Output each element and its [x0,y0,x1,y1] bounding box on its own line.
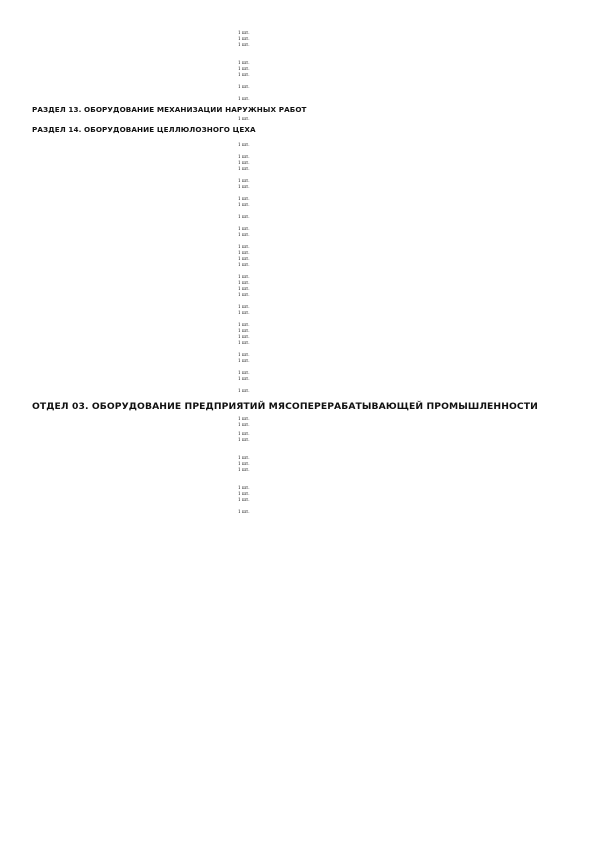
table-row [32,60,573,65]
table-row [32,473,573,478]
table-row [32,449,573,454]
department-heading [32,401,573,412]
unit-of-measure: 1 шт. [238,334,250,339]
unit-of-measure: 1 шт. [238,280,250,285]
unit-of-measure: 1 шт. [238,36,250,41]
table-row [32,455,573,460]
table-row [32,376,573,381]
table-row [32,214,573,219]
table-row [32,220,573,225]
unit-of-measure: 1 шт. [238,509,250,514]
table-row [32,24,573,29]
unit-of-measure: 1 шт. [238,286,250,291]
table-row [32,443,573,448]
unit-of-measure: 1 шт. [238,226,250,231]
table-row [32,503,573,508]
unit-of-measure: 1 шт. [238,322,250,327]
table-row [32,84,573,89]
unit-of-measure: 1 шт. [238,274,250,279]
table-row [32,238,573,243]
table-row [32,196,573,201]
table-row [32,358,573,363]
table-row [32,364,573,369]
unit-of-measure: 1 шт. [238,250,250,255]
table-row [32,160,573,165]
unit-of-measure: 1 шт. [238,455,250,460]
unit-of-measure: 1 шт. [238,437,250,442]
section-title: РАЗДЕЛ 13. ОБОРУДОВАНИЕ МЕХАНИЗАЦИИ НАРУЖНЫХ РАБОТ [32,105,307,114]
unit-of-measure: 1 шт. [238,178,250,183]
table-row [32,304,573,309]
table-row [32,310,573,315]
unit-of-measure: 1 шт. [238,388,250,393]
table-row [32,416,573,421]
unit-of-measure: 1 шт. [238,292,250,297]
table-row [32,262,573,267]
table-row [32,334,573,339]
table-row [32,90,573,95]
table-row [32,370,573,375]
unit-of-measure: 1 шт. [238,256,250,261]
table-row [32,244,573,249]
table-row [32,66,573,71]
table-row [32,328,573,333]
unit-of-measure: 1 шт. [238,485,250,490]
unit-of-measure: 1 шт. [238,60,250,65]
unit-of-measure: 1 шт. [238,416,250,421]
table-row [32,250,573,255]
unit-of-measure: 1 шт. [238,166,250,171]
table-row [32,346,573,351]
unit-of-measure: 1 шт. [238,232,250,237]
table-row [32,322,573,327]
table-row [32,184,573,189]
table-row [32,232,573,237]
table-row [32,298,573,303]
table-row [32,166,573,171]
table-row [32,509,573,514]
section-heading [32,125,573,134]
table-row [32,226,573,231]
table-row [32,388,573,393]
table-row [32,292,573,297]
unit-of-measure: 1 шт. [238,160,250,165]
unit-of-measure: 1 шт. [238,66,250,71]
table-row [32,190,573,195]
table-row [32,36,573,41]
table-row [32,497,573,502]
section-heading [32,105,573,114]
unit-of-measure: 1 шт. [238,376,250,381]
table-row [32,316,573,321]
department-title: ОТДЕЛ 03. ОБОРУДОВАНИЕ ПРЕДПРИЯТИЙ МЯСОПЕРЕРАБАТЫВАЮЩЕЙ ПРОМЫШЛЕННОСТИ [32,401,538,412]
table-row [32,154,573,159]
table-row [32,467,573,472]
unit-of-measure: 1 шт. [238,358,250,363]
table-row [32,431,573,436]
unit-of-measure: 1 шт. [238,262,250,267]
table-row [32,18,573,23]
table-row [32,136,573,141]
table-row [32,78,573,83]
unit-of-measure: 1 шт. [238,340,250,345]
table-row [32,340,573,345]
unit-of-measure: 1 шт. [238,214,250,219]
unit-of-measure: 1 шт. [238,370,250,375]
table-row [32,96,573,101]
table-row [32,280,573,285]
table-row [32,48,573,53]
unit-of-measure: 1 шт. [238,310,250,315]
unit-of-measure: 1 шт. [238,184,250,189]
table-row [32,42,573,47]
table-row [32,491,573,496]
table-row [32,142,573,147]
unit-of-measure: 1 шт. [238,42,250,47]
table-row [32,461,573,466]
section-title: РАЗДЕЛ 14. ОБОРУДОВАНИЕ ЦЕЛЛЮЛОЗНОГО ЦЕХА [32,125,256,134]
unit-of-measure: 1 шт. [238,467,250,472]
table-row [32,148,573,153]
unit-of-measure: 1 шт. [238,30,250,35]
unit-of-measure: 1 шт. [238,461,250,466]
table-row [32,286,573,291]
table-row [32,72,573,77]
unit-of-measure: 1 шт. [238,196,250,201]
unit-of-measure: 1 шт. [238,72,250,77]
table-row [32,178,573,183]
table-row [32,437,573,442]
table-row [32,208,573,213]
unit-of-measure: 1 шт. [238,154,250,159]
table-row [32,352,573,357]
table-row [32,116,573,121]
unit-of-measure: 1 шт. [238,422,250,427]
unit-of-measure: 1 шт. [238,491,250,496]
table-row [32,274,573,279]
unit-of-measure: 1 шт. [238,116,250,121]
unit-of-measure: 1 шт. [238,328,250,333]
table-row [32,479,573,484]
table-row [32,54,573,59]
unit-of-measure: 1 шт. [238,352,250,357]
unit-of-measure: 1 шт. [238,304,250,309]
table-row [32,202,573,207]
unit-of-measure: 1 шт. [238,96,250,101]
unit-of-measure: 1 шт. [238,142,250,147]
table-row [32,422,573,427]
table-row [32,485,573,490]
unit-of-measure: 1 шт. [238,431,250,436]
table-row [32,382,573,387]
unit-of-measure: 1 шт. [238,497,250,502]
unit-of-measure: 1 шт. [238,84,250,89]
unit-of-measure: 1 шт. [238,202,250,207]
table-row [32,256,573,261]
table-row [32,268,573,273]
table-row [32,172,573,177]
table-row [32,30,573,35]
unit-of-measure: 1 шт. [238,244,250,249]
